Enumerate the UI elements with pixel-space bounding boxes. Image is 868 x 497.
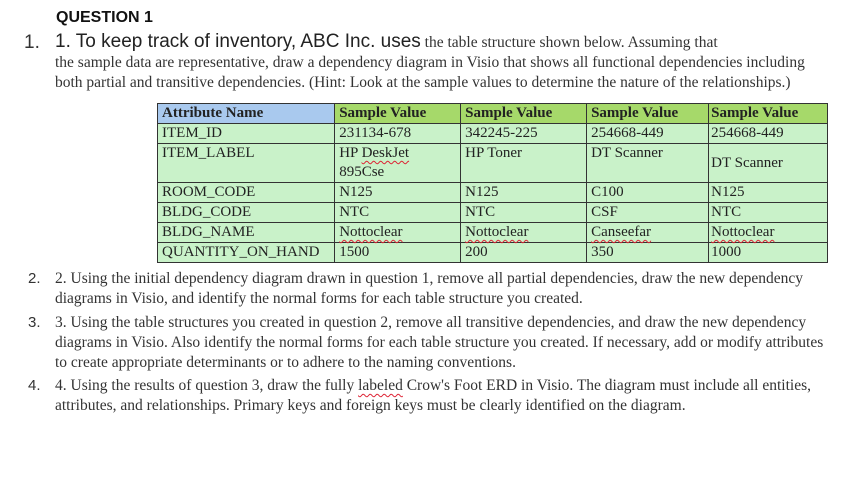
question-1-continuation: the sample data are representative, draw a dependency diagram in Visio that shows all functional dependencies including both partial and transitive dependencies. (Hint: Look at the sample values to determine the nature of the relationships.)	[55, 54, 805, 91]
question-2-text: 2. Using the initial dependency diagram drawn in question 1, remove all partial dependencies, draw the new dependency diagrams in Visio, and identify the normal forms for each table structure you created.	[55, 270, 804, 307]
question-4-text-a: 4. Using the results of question 3, draw the fully	[55, 377, 359, 394]
cell-value	[335, 223, 461, 243]
question-3-text: 3. Using the table structures you created in question 2, remove all transitive dependencies, and draw the new dependency diagrams in Visio. Also identify the normal forms for each table structure you created. If necessary, add or modify attributes to create appropriate determinants or to adhere to the naming conventions.	[55, 314, 824, 371]
cell-value: C100	[587, 183, 709, 203]
cell-value: NTC	[335, 203, 461, 223]
table-row	[158, 183, 828, 203]
table-row	[158, 203, 828, 223]
cell-value: 342245-225	[461, 124, 587, 144]
cell-value: 231134-678	[335, 124, 461, 144]
list-number-4: 4.	[28, 377, 41, 394]
header-sample-value-4: Sample Value	[709, 104, 828, 124]
cell-attribute: QUANTITY_ON_HAND	[158, 243, 335, 263]
cell-value: 254668-449	[709, 124, 828, 144]
question-3	[0, 313, 868, 373]
cell-attribute: ITEM_LABEL	[158, 144, 335, 183]
cell-value: 350	[587, 243, 709, 263]
cell-value: DT Scanner	[587, 144, 709, 183]
cell-value	[335, 144, 461, 183]
header-attribute-name: Attribute Name	[158, 104, 335, 124]
cell-value: 1000	[709, 243, 828, 263]
cell-value	[461, 223, 587, 243]
inventory-sample-table	[157, 103, 828, 263]
cell-attribute: BLDG_CODE	[158, 203, 335, 223]
cell-value: 1500	[335, 243, 461, 263]
header-sample-value-2: Sample Value	[461, 104, 587, 124]
cell-attribute: ITEM_ID	[158, 124, 335, 144]
question-1-rest: the table structure shown below. Assuming that	[420, 34, 718, 51]
header-sample-value-1: Sample Value	[335, 104, 461, 124]
cell-value: HP Toner	[461, 144, 587, 183]
question-4	[0, 376, 868, 416]
list-number-1: 1.	[24, 32, 40, 53]
spelling-flagged-word: Nottoclear	[465, 224, 529, 240]
cell-value: N125	[335, 183, 461, 203]
list-number-3: 3.	[28, 314, 41, 331]
cell-value: N125	[461, 183, 587, 203]
question-1-lead: 1. To keep track of inventory, ABC Inc. uses	[55, 31, 421, 52]
spelling-flagged-word: Nottoclear	[339, 224, 403, 240]
question-2	[0, 269, 868, 309]
table-row	[158, 124, 828, 144]
cell-attribute: BLDG_NAME	[158, 223, 335, 243]
cell-value: N125	[709, 183, 828, 203]
spelling-flagged-word: Canseefar	[591, 224, 652, 240]
question-heading: QUESTION 1	[56, 9, 153, 26]
question-4-text-b: Crow's Foot ERD in Visio. The diagram must include all entities, attributes, and relationships. Primary keys and foreign keys must be clearly identified on the diagram.	[55, 377, 811, 414]
spelling-flagged-word: labeled	[358, 377, 403, 394]
cell-value	[587, 223, 709, 243]
table-header-row	[158, 104, 828, 124]
cell-value-part: HP	[339, 145, 362, 161]
spelling-flagged-word: Nottoclear	[711, 224, 775, 240]
question-list	[0, 32, 868, 416]
cell-value: DT Scanner	[709, 144, 828, 183]
cell-value: NTC	[709, 203, 828, 223]
cell-value: CSF	[587, 203, 709, 223]
cell-attribute: ROOM_CODE	[158, 183, 335, 203]
cell-value-part: 895Cse	[339, 164, 385, 180]
question-1	[0, 32, 868, 263]
list-number-2: 2.	[28, 270, 41, 287]
cell-value: 254668-449	[587, 124, 709, 144]
table-row	[158, 144, 828, 183]
cell-value	[709, 223, 828, 243]
header-sample-value-3: Sample Value	[587, 104, 709, 124]
table-row	[158, 243, 828, 263]
table-row	[158, 223, 828, 243]
spelling-flagged-word: DeskJet	[361, 145, 410, 161]
cell-value: 200	[461, 243, 587, 263]
cell-value: NTC	[461, 203, 587, 223]
